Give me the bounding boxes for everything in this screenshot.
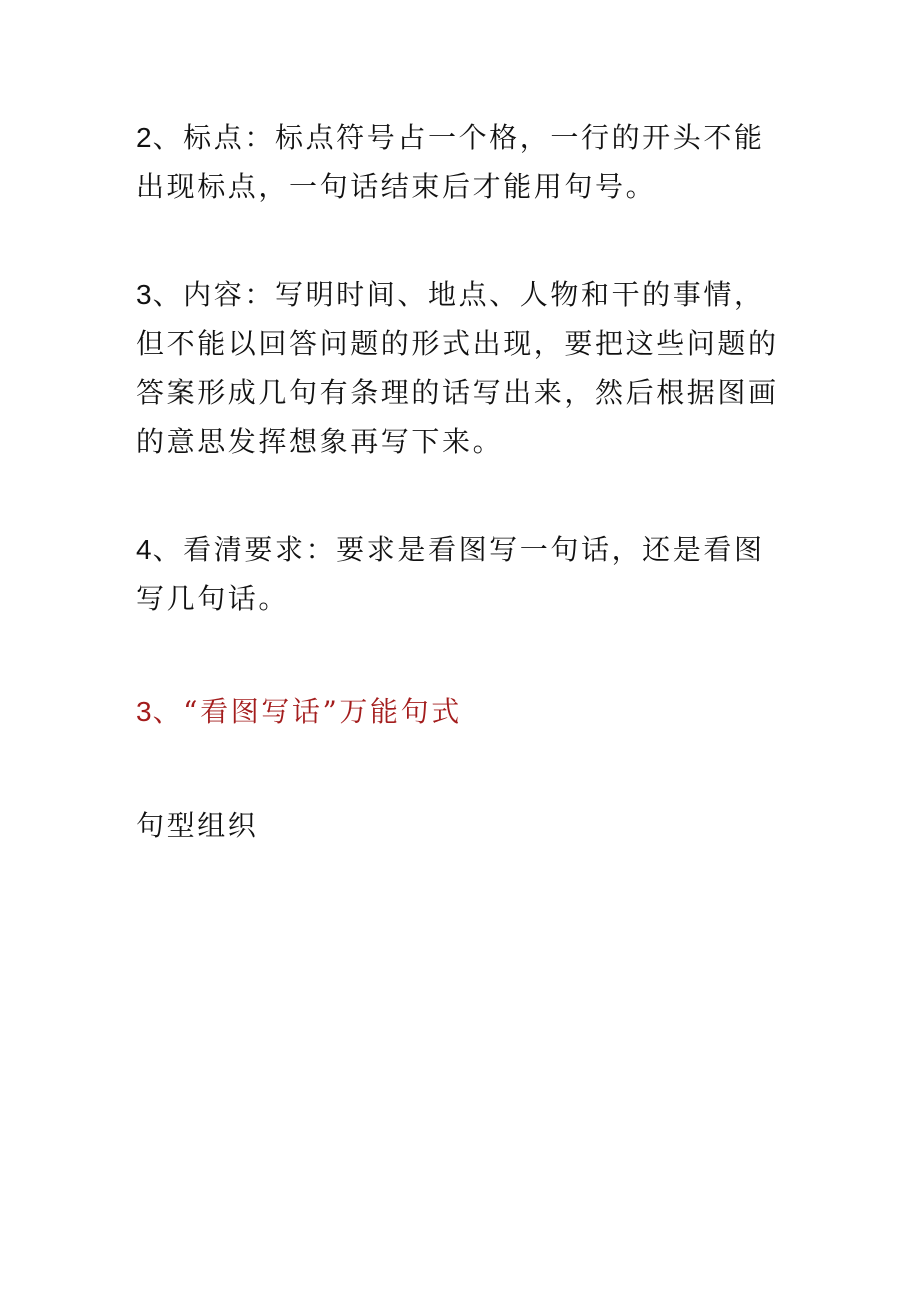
section-heading	[136, 687, 796, 736]
paragraph-line: 的意思发挥想象再写下来。	[136, 425, 504, 458]
subheading-text: 句型组织	[136, 809, 259, 842]
item-number: 2	[136, 122, 153, 153]
line-text: 、看清要求：要求是看图写一句话，还是看图	[152, 533, 765, 566]
paragraph-requirements	[136, 525, 796, 623]
paragraph-line: 但不能以回答问题的形式出现，要把这些问题的	[136, 327, 779, 360]
line-text: 、标点：标点符号占一个格，一行的开头不能	[152, 121, 765, 154]
heading-line	[136, 687, 796, 736]
paragraph-line: 答案形成几句有条理的话写出来，然后根据图画	[136, 376, 779, 409]
paragraph-content	[136, 270, 796, 466]
paragraph-line	[136, 525, 796, 574]
line-text: 、内容：写明时间、地点、人物和干的事情，	[152, 278, 765, 311]
heading-number: 3	[136, 696, 153, 727]
paragraph-line: 写几句话。	[136, 582, 290, 615]
paragraph-line	[136, 113, 796, 162]
subheading	[136, 801, 796, 850]
paragraph-line: 出现标点，一句话结束后才能用句号。	[136, 170, 657, 203]
item-number: 3	[136, 279, 153, 310]
item-number: 4	[136, 534, 153, 565]
heading-text: 、“看图写话”万能句式	[152, 695, 462, 728]
paragraph-line	[136, 270, 796, 319]
paragraph-punctuation	[136, 113, 796, 211]
